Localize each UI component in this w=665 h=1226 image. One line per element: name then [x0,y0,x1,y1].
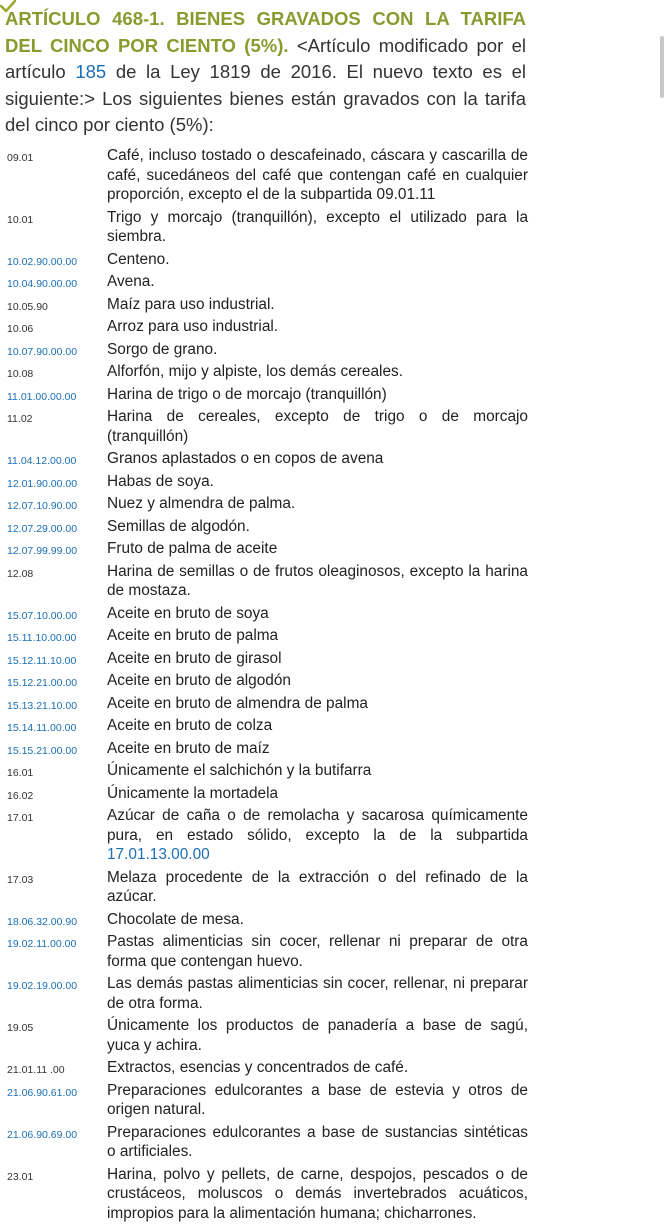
tariff-description-text: Habas de soya. [107,473,214,490]
tariff-code-link[interactable]: 10.02.90.00.00 [0,250,107,269]
tariff-description-text: Preparaciones edulcorantes a base de sustancias sintéticas o artificiales. [107,1124,528,1161]
tariff-description [107,1058,528,1081]
tariff-description-text: Azúcar de caña o de remolacha y sacarosa químicamente pura, en estado sólido, excepto la de la subpartida [107,807,528,844]
table-row [0,385,665,408]
tariff-code-link[interactable]: 10.07.90.00.00 [0,340,107,359]
article-note-before-link: <Artículo modificado por el artículo [5,35,526,83]
tariff-description [107,208,528,250]
tariff-description-text: Alforfón, mijo y alpiste, los demás cereales. [107,363,403,380]
tariff-description [107,739,528,762]
table-row [0,739,665,762]
table-row [0,761,665,784]
table-row [0,910,665,933]
table-row [0,208,665,250]
tariff-description [107,784,528,807]
article-note-after-link: de la Ley 1819 de 2016. El nuevo texto es el siguiente:> Los siguientes bienes están gravados con la tarifa del cinco por ciento (5%): [5,61,526,135]
tariff-description-text: Aceite en bruto de soya [107,605,269,622]
tariff-code-link[interactable]: 15.15.21.00.00 [0,739,107,758]
table-row [0,407,665,449]
tariff-code-link[interactable]: 12.07.99.99.00 [0,539,107,558]
table-row [0,716,665,739]
table-row [0,449,665,472]
tariff-code-link[interactable]: 10.04.90.00.00 [0,272,107,291]
tariff-description [107,494,528,517]
tariff-description [107,295,528,318]
tariff-description [107,716,528,739]
tariff-description [107,272,528,295]
table-row [0,539,665,562]
scrollbar-thumb[interactable] [660,36,664,98]
tariff-description-text: Únicamente la mortadela [107,785,278,802]
tariff-description-text: Harina, polvo y pellets, de carne, despojos, pescados o de crustáceos, moluscos o demás invertebrados acuáticos, impropios para la alimentación humana; chicharrones. [107,1166,528,1222]
tariff-code-link[interactable]: 15.11.10.00.00 [0,626,107,645]
tariff-code: 11.02 [0,407,107,426]
tariff-description-text: Únicamente los productos de panadería a base de sagú, yuca y achira. [107,1017,528,1054]
table-row [0,295,665,318]
tariff-description [107,517,528,540]
tariff-item-list [0,146,665,1226]
tariff-description-text: Extractos, esencias y concentrados de café. [107,1059,408,1076]
table-row [0,604,665,627]
tariff-code-link[interactable]: 12.01.90.00.00 [0,472,107,491]
table-row [0,562,665,604]
tariff-description-text: Granos aplastados o en copos de avena [107,450,383,467]
tariff-code-link[interactable]: 15.13.21.10.00 [0,694,107,713]
tariff-code-link[interactable]: 21.06.90.69.00 [0,1123,107,1142]
tariff-description [107,472,528,495]
tariff-description [107,407,528,449]
tariff-description-text: Café, incluso tostado o descafeinado, cáscara y cascarilla de café, sucedáneos del café que contengan café en cualquier proporción, excepto el de la subpartida 09.01.11 [107,147,528,203]
tariff-code: 10.01 [0,208,107,227]
table-row [0,250,665,273]
tariff-description-text: Melaza procedente de la extracción o del refinado de la azúcar. [107,869,528,906]
tariff-description-text: Nuez y almendra de palma. [107,495,295,512]
tariff-description-text: Trigo y morcajo (tranquillón), excepto el utilizado para la siembra. [107,209,528,246]
tariff-description [107,671,528,694]
tariff-description-text: Aceite en bruto de algodón [107,672,291,689]
tariff-description-text: Aceite en bruto de colza [107,717,272,734]
tariff-description-text: Aceite en bruto de girasol [107,650,282,667]
tariff-description [107,317,528,340]
tariff-description [107,626,528,649]
tariff-description [107,910,528,933]
tariff-description [107,449,528,472]
tariff-code-link[interactable]: 12.07.29.00.00 [0,517,107,536]
tariff-description [107,562,528,604]
table-row [0,974,665,1016]
article-185-link[interactable]: 185 [75,61,106,82]
tariff-description [107,694,528,717]
table-row [0,671,665,694]
table-row [0,340,665,363]
tariff-description-text: Sorgo de grano. [107,341,217,358]
tariff-code-link[interactable]: 15.12.11.10.00 [0,649,107,668]
table-row [0,1123,665,1165]
tariff-description-text: Semillas de algodón. [107,518,250,535]
tariff-description [107,806,528,868]
tariff-code-link[interactable]: 21.06.90.61.00 [0,1081,107,1100]
tariff-description-text: Únicamente el salchichón y la butifarra [107,762,371,779]
tariff-description-text: Arroz para uso industrial. [107,318,278,335]
tariff-code: 16.01 [0,761,107,780]
table-row [0,517,665,540]
tariff-code-link[interactable]: 15.12.21.00.00 [0,671,107,690]
tariff-description [107,385,528,408]
tariff-description-text: Harina de trigo o de morcajo (tranquillón) [107,386,387,403]
tariff-code-link[interactable]: 15.07.10.00.00 [0,604,107,623]
tariff-code-link[interactable]: 11.04.12.00.00 [0,449,107,468]
tariff-description [107,932,528,974]
tariff-description-text: Aceite en bruto de palma [107,627,278,644]
tariff-code: 12.08 [0,562,107,581]
tariff-description [107,1016,528,1058]
tariff-description [107,868,528,910]
scrollbar[interactable] [659,0,665,100]
table-row [0,932,665,974]
table-row [0,1016,665,1058]
table-row [0,806,665,868]
tariff-description-text: Aceite en bruto de maíz [107,740,270,757]
table-row [0,868,665,910]
tariff-description-text: Chocolate de mesa. [107,911,244,928]
table-row [0,146,665,208]
tariff-description [107,340,528,363]
tariff-description [107,1165,528,1226]
table-row [0,494,665,517]
tariff-code-link[interactable]: 12.07.10.90.00 [0,494,107,513]
table-row [0,694,665,717]
tariff-description-text: Aceite en bruto de almendra de palma [107,695,368,712]
tariff-description-text: Avena. [107,273,155,290]
tariff-description-text: Maíz para uso industrial. [107,296,275,313]
tariff-description [107,974,528,1016]
tariff-description [107,1081,528,1123]
table-row [0,1081,665,1123]
article-title: ARTÍCULO 468-1. BIENES GRAVADOS CON LA TARIFA DEL CINCO POR CIENTO (5%). [5,8,526,56]
tariff-code: 10.06 [0,317,107,336]
tariff-description [107,761,528,784]
tariff-code: 19.05 [0,1016,107,1035]
tariff-code-link[interactable]: 19.02.19.00.00 [0,974,107,993]
table-row [0,1165,665,1226]
tariff-description [107,539,528,562]
tariff-description [107,649,528,672]
tariff-description-text: Las demás pastas alimenticias sin cocer, rellenar, ni preparar de otra forma. [107,975,528,1012]
tariff-description-text: Fruto de palma de aceite [107,540,277,557]
tariff-description [107,362,528,385]
tariff-description-text: Centeno. [107,251,169,268]
tariff-description [107,250,528,273]
tariff-code: 17.03 [0,868,107,887]
article-intro [5,6,526,139]
tariff-code: 16.02 [0,784,107,803]
tariff-code: 09.01 [0,146,107,165]
table-row [0,649,665,672]
table-row [0,272,665,295]
table-row [0,362,665,385]
tariff-description [107,146,528,208]
subpartida-link[interactable]: 17.01.13.00.00 [107,846,210,863]
tariff-code-link[interactable]: 11.01.00.00.00 [0,385,107,404]
tariff-code-link[interactable]: 18.06.32.00.90 [0,910,107,929]
tariff-code-link[interactable]: 19.02.11.00.00 [0,932,107,951]
tariff-code: 23.01 [0,1165,107,1184]
tariff-code: 10.08 [0,362,107,381]
tariff-description [107,1123,528,1165]
table-row [0,784,665,807]
table-row [0,1058,665,1081]
tariff-code: 10.05.90 [0,295,107,314]
tariff-code-link[interactable]: 15.14.11.00.00 [0,716,107,735]
tariff-description-text: Pastas alimenticias sin cocer, rellenar ni preparar de otra forma que contengan huevo. [107,933,528,970]
tariff-description-text: Harina de semillas o de frutos oleaginosos, excepto la harina de mostaza. [107,563,528,600]
tariff-code: 21.01.11 .00 [0,1058,107,1077]
table-row [0,472,665,495]
tariff-description-text: Preparaciones edulcorantes a base de estevia y otros de origen natural. [107,1082,528,1119]
tariff-code: 17.01 [0,806,107,825]
tariff-description [107,604,528,627]
table-row [0,626,665,649]
table-row [0,317,665,340]
tariff-description-text: Harina de cereales, excepto de trigo o de morcajo (tranquillón) [107,408,528,445]
